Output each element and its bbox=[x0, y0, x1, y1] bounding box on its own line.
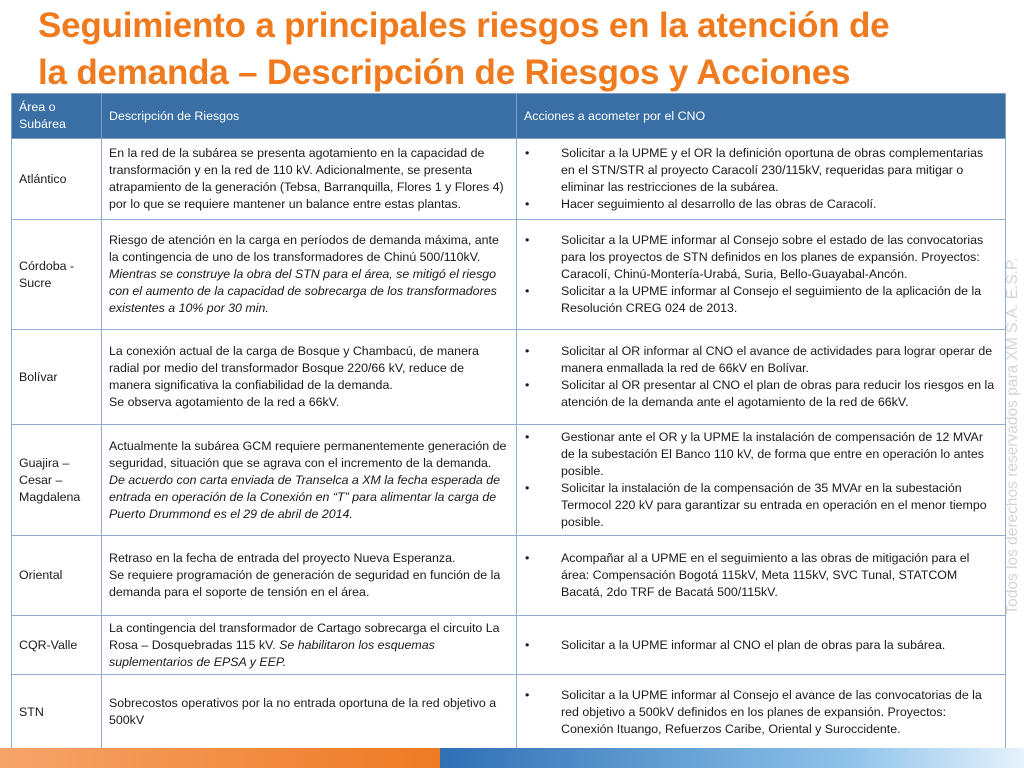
table-row-oriental bbox=[12, 536, 1006, 616]
watermark-text: Todos los derechos reservados para XM S.A. E.S.P. bbox=[1004, 257, 1021, 615]
area-cell: Atlántico bbox=[12, 139, 102, 220]
area-cell: Guajira – Cesar – Magdalena bbox=[12, 425, 102, 536]
action-item bbox=[525, 550, 998, 601]
area-cell: Oriental bbox=[12, 536, 102, 616]
description-text-2: Se observa agotamiento de la red a 66kV. bbox=[109, 395, 340, 409]
description-text-2: Se requiere programación de generación de seguridad en función de la demanda para el soporte de tensión en el área. bbox=[109, 568, 501, 599]
description-note: Se habilitaron los esquemas suplementarios de EPSA y EEP. bbox=[109, 637, 435, 669]
actions-list bbox=[525, 550, 998, 601]
title-line-1: Seguimiento a principales riesgos en la atención de bbox=[38, 6, 890, 45]
action-text: Solicitar a la UPME informar al Consejo el avance de las convocatorias de la red objetivo a 500kV definidos en los planes de expansión. Proyectos: Conexión Ituango, Refuerzos Caribe, Oriental y Suroccidente. bbox=[561, 687, 982, 736]
bottom-decorative-bar bbox=[0, 748, 1024, 768]
area-cell: Bolívar bbox=[12, 330, 102, 425]
action-item bbox=[525, 377, 998, 411]
area-cell: STN bbox=[12, 675, 102, 750]
description-text: Riesgo de atención en la carga en períodos de demanda máxima, ante la contingencia de uno de los transformadores de Chinú 500/110kV. bbox=[109, 233, 499, 264]
action-item bbox=[525, 687, 998, 738]
actions-list bbox=[525, 343, 998, 411]
action-text: Solicitar a la UPME informar al Consejo el seguimiento de la aplicación de la Resolución CREG 024 de 2013. bbox=[561, 284, 982, 315]
description-note: Mientras se construye la obra del STN para el área, se mitigó el riesgo con el aumento de la capacidad de sobrecarga de los transformadores existentes a 10% por 30 min. bbox=[109, 267, 497, 315]
actions-list bbox=[525, 145, 998, 213]
table-row-cordoba-sucre bbox=[12, 220, 1006, 330]
description-cell bbox=[102, 536, 517, 616]
description-note: De acuerdo con carta enviada de Transelca a XM la fecha esperada de entrada en operación de la Conexión en “T” para alimentar la carga de Puerto Drummond es el 29 de abril de 2014. bbox=[109, 472, 501, 521]
bullet-icon: • bbox=[525, 146, 530, 160]
header-area: Área o Subárea bbox=[12, 94, 102, 139]
bottom-bar-orange-segment bbox=[0, 748, 440, 768]
description-text: En la red de la subárea se presenta agotamiento en la capacidad de transformación y en la red de 110 kV. Adicionalmente, se presenta atrapamiento de la generación (Tebsa, Barranquilla, Flores 1 y Flores 4) por lo que se requiere mantener un balance entre estas plantas. bbox=[109, 146, 504, 211]
bottom-bar-blue-segment bbox=[440, 748, 1024, 768]
copyright-watermark bbox=[1002, 246, 1024, 626]
action-item bbox=[525, 343, 998, 377]
description-cell bbox=[102, 330, 517, 425]
description-cell bbox=[102, 139, 517, 220]
actions-list bbox=[525, 232, 998, 317]
bullet-icon: • bbox=[525, 197, 530, 211]
actions-cell bbox=[517, 220, 1006, 330]
actions-cell bbox=[517, 425, 1006, 536]
bullet-icon: • bbox=[525, 378, 530, 392]
table-row-stn bbox=[12, 675, 1006, 750]
description-cell bbox=[102, 675, 517, 750]
action-text: Solicitar la instalación de la compensación de 35 MVAr en la subestación Termocol 220 kV para garantizar su entrada en operación en el menor tiempo posible. bbox=[561, 481, 987, 529]
action-item bbox=[525, 196, 998, 213]
area-cell: CQR-Valle bbox=[12, 616, 102, 675]
bullet-icon: • bbox=[525, 687, 530, 702]
bullet-icon: • bbox=[525, 344, 530, 358]
bullet-icon: • bbox=[525, 637, 530, 652]
description-text: La conexión actual de la carga de Bosque y Chambacú, de manera radial por medio del transformador Bosque 220/66 kV, reduce de manera significativa la confiabilidad de la demanda. bbox=[109, 344, 479, 392]
actions-list bbox=[525, 637, 998, 654]
title-line-2: la demanda – Descripción de Riesgos y Acciones bbox=[38, 53, 851, 92]
actions-cell bbox=[517, 616, 1006, 675]
actions-list bbox=[525, 687, 998, 738]
bullet-icon: • bbox=[525, 233, 530, 247]
action-item bbox=[525, 480, 998, 531]
area-cell: Córdoba - Sucre bbox=[12, 220, 102, 330]
slide-title bbox=[38, 2, 998, 96]
action-item bbox=[525, 145, 998, 196]
action-text: Solicitar al OR informar al CNO el avance de actividades para lograr operar de manera enmallada la red de 66kV en Bolívar. bbox=[561, 344, 993, 375]
bullet-icon: • bbox=[525, 481, 530, 495]
description-text: Sobrecostos operativos por la no entrada oportuna de la red objetivo a 500kV bbox=[109, 696, 497, 727]
action-text: Gestionar ante el OR y la UPME la instalación de compensación de 12 MVAr de la subestación El Banco 110 kV, de forma que entre en operación lo antes posible. bbox=[561, 430, 984, 478]
risk-table bbox=[11, 93, 1006, 750]
action-item bbox=[525, 637, 998, 654]
actions-list bbox=[525, 429, 998, 531]
bullet-icon: • bbox=[525, 284, 530, 298]
action-text: Solicitar a la UPME y el OR la definición oportuna de obras complementarias en el STN/STR al proyecto Caracolí 230/115kV, requeridas para mitigar o eliminar las restricciones de la subárea. bbox=[561, 146, 984, 194]
header-actions: Acciones a acometer por el CNO bbox=[517, 94, 1006, 139]
description-cell bbox=[102, 616, 517, 675]
action-text: Solicitar al OR presentar al CNO el plan de obras para reducir los riesgos en la atención de la demanda ante el agotamiento de la red de 66kV. bbox=[561, 378, 995, 409]
table-header-row bbox=[12, 94, 1006, 139]
table-row-bolivar bbox=[12, 330, 1006, 425]
description-text: Actualmente la subárea GCM requiere permanentemente generación de seguridad, situación que se agrava con el incremento de la demanda. bbox=[109, 438, 507, 470]
action-item bbox=[525, 232, 998, 283]
bullet-icon: • bbox=[525, 430, 530, 444]
action-text: Hacer seguimiento al desarrollo de las obras de Caracolí. bbox=[561, 197, 877, 211]
description-text: Retraso en la fecha de entrada del proyecto Nueva Esperanza. bbox=[109, 551, 456, 565]
action-text: Solicitar a la UPME informar al Consejo sobre el estado de las convocatorias para los proyectos de STN definidos en los planes de expansión. Proyectos: Caracolí, Chinú-Montería-Urabá, Suria, Bello-Guayabal-Ancón. bbox=[561, 233, 984, 281]
action-item bbox=[525, 429, 998, 480]
actions-cell bbox=[517, 675, 1006, 750]
table-row-guajira-cesar-magdalena bbox=[12, 425, 1006, 536]
header-description: Descripción de Riesgos bbox=[102, 94, 517, 139]
action-item bbox=[525, 283, 998, 317]
actions-cell bbox=[517, 139, 1006, 220]
description-text: La contingencia del transformador de Cartago sobrecarga el circuito La Rosa – Dosquebradas 115 kV. bbox=[109, 620, 500, 652]
actions-cell bbox=[517, 536, 1006, 616]
description-cell bbox=[102, 425, 517, 536]
table-row-atlantico bbox=[12, 139, 1006, 220]
description-cell bbox=[102, 220, 517, 330]
actions-cell bbox=[517, 330, 1006, 425]
table-row-cqr-valle bbox=[12, 616, 1006, 675]
action-text: Solicitar a la UPME informar al CNO el plan de obras para la subárea. bbox=[561, 637, 946, 652]
bullet-icon: • bbox=[525, 551, 530, 565]
action-text: Acompañar al a UPME en el seguimiento a las obras de mitigación para el área: Compensación Bogotá 115kV, Meta 115kV, SVC Tunal, STATCOM Bacatá, 2do TRF de Bacatá 500/115kV. bbox=[561, 551, 970, 599]
